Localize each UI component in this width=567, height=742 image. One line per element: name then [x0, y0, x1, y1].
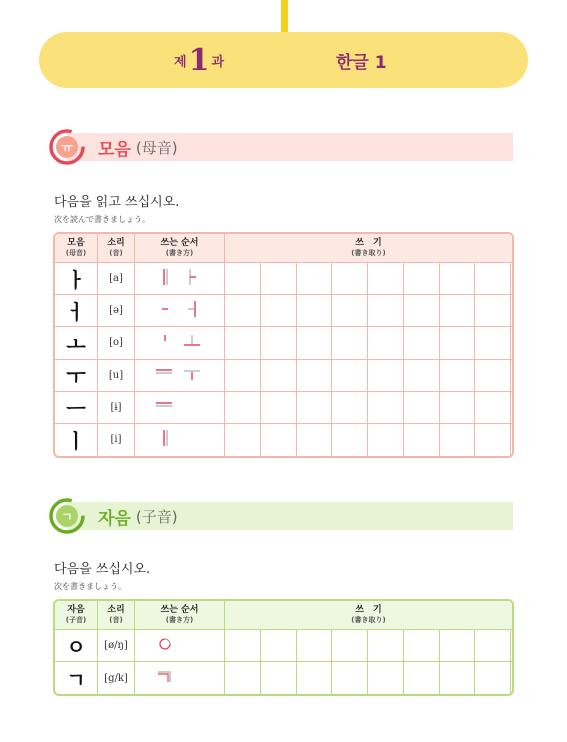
stroke-order-diagram: [135, 327, 225, 359]
consonant-hanja: (子音): [135, 507, 178, 526]
writing-cell[interactable]: [297, 630, 333, 662]
writing-cell[interactable]: [440, 327, 476, 359]
svg-text:ㅠ: ㅠ: [61, 141, 73, 155]
writing-cell[interactable]: [511, 327, 512, 359]
vowel-row: [55, 392, 512, 424]
writing-cell[interactable]: [261, 392, 297, 424]
consonant-instruction: [54, 558, 150, 592]
vowel-row: [55, 327, 512, 359]
sound-col-header: 소리 (音): [98, 601, 135, 630]
writing-cell[interactable]: [475, 424, 511, 456]
consonant-heading: 자음: [98, 508, 131, 529]
writing-cell[interactable]: [332, 295, 368, 327]
vowel-sound: [o]: [98, 327, 135, 359]
consonant-instruction-ko: 다음을 쓰십시오.: [54, 562, 151, 577]
writing-cell[interactable]: [475, 630, 511, 662]
vowel-instruction-ja: 次を読んで書きましょう。: [54, 215, 150, 224]
stroke-order-diagram: [135, 360, 225, 392]
writing-cell[interactable]: [511, 630, 512, 662]
writing-cell[interactable]: [404, 360, 440, 392]
consonant-sound: [g/k]: [98, 662, 135, 694]
vowel-glyph: ㅗ: [55, 327, 98, 359]
writing-cell[interactable]: [261, 662, 297, 694]
writing-cell[interactable]: [332, 662, 368, 694]
vowel-sound: [ɨ]: [98, 392, 135, 424]
writing-cell[interactable]: [440, 360, 476, 392]
writing-cell[interactable]: [225, 424, 261, 456]
writing-cell[interactable]: [225, 327, 261, 359]
vowel-sound: [u]: [98, 360, 135, 392]
writing-cell[interactable]: [225, 295, 261, 327]
consonant-section-icon: [47, 496, 87, 536]
stroke-order-diagram: [135, 392, 225, 424]
vowel-section-heading: [51, 130, 521, 162]
writing-cell[interactable]: [332, 424, 368, 456]
vowel-sound: [a]: [98, 263, 135, 295]
writing-cell[interactable]: [440, 295, 476, 327]
writing-cell[interactable]: [440, 424, 476, 456]
consonant-instruction-ja: 次を書きましょう。: [54, 582, 126, 591]
writing-cell[interactable]: [475, 327, 511, 359]
writing-cell[interactable]: [511, 392, 512, 424]
writing-cell[interactable]: [368, 263, 404, 295]
vowel-row: [55, 424, 512, 456]
consonant-section-heading: [51, 499, 521, 531]
writing-cell[interactable]: [475, 392, 511, 424]
vowel-glyph: ㅣ: [55, 424, 98, 456]
vowel-row: [55, 295, 512, 327]
writing-cell[interactable]: [297, 424, 333, 456]
vowel-instruction: [54, 191, 179, 225]
writing-cell[interactable]: [261, 263, 297, 295]
consonant-glyph: ㅇ: [55, 630, 98, 662]
writing-cell[interactable]: [440, 662, 476, 694]
writing-cell[interactable]: [297, 360, 333, 392]
writing-cell[interactable]: [511, 263, 512, 295]
consonant-table: [53, 599, 514, 696]
writing-cell[interactable]: [511, 360, 512, 392]
writing-cell[interactable]: [368, 392, 404, 424]
stroke-order-diagram: [135, 295, 225, 327]
writing-cell[interactable]: [332, 630, 368, 662]
writing-cell[interactable]: [225, 392, 261, 424]
lesson-title: 한글 1: [336, 52, 387, 73]
lesson-suffix: 과: [211, 54, 224, 70]
vowel-section-icon: [47, 127, 87, 167]
lesson-number: 1: [188, 42, 210, 78]
writing-cell[interactable]: [440, 392, 476, 424]
vowel-glyph: ㅜ: [55, 360, 98, 392]
writing-cell[interactable]: [368, 327, 404, 359]
writing-cell[interactable]: [225, 263, 261, 295]
writing-cell[interactable]: [225, 630, 261, 662]
stroke-order-col-header: 쓰는 순서 (書き方): [135, 601, 225, 630]
writing-cell[interactable]: [404, 263, 440, 295]
writing-cell[interactable]: [404, 327, 440, 359]
writing-cell[interactable]: [475, 662, 511, 694]
writing-cell[interactable]: [297, 327, 333, 359]
stroke-order-diagram: [135, 424, 225, 456]
writing-cell[interactable]: [297, 263, 333, 295]
writing-cell[interactable]: [475, 295, 511, 327]
writing-cell[interactable]: [404, 630, 440, 662]
writing-col-header: 쓰 기 (書き取り): [225, 234, 512, 263]
vowel-glyph: ㅏ: [55, 263, 98, 295]
writing-cell[interactable]: [297, 392, 333, 424]
writing-cell[interactable]: [368, 630, 404, 662]
writing-cell[interactable]: [261, 295, 297, 327]
writing-cell[interactable]: [297, 662, 333, 694]
writing-cell[interactable]: [261, 327, 297, 359]
vowel-sound: [i]: [98, 424, 135, 456]
writing-cell[interactable]: [261, 360, 297, 392]
svg-text:ㄱ: ㄱ: [61, 510, 73, 524]
stroke-order-diagram: [135, 263, 225, 295]
vowel-glyph: ㅓ: [55, 295, 98, 327]
writing-cell[interactable]: [404, 295, 440, 327]
lesson-prefix: 제: [174, 54, 187, 70]
writing-cell[interactable]: [511, 662, 512, 694]
writing-cell[interactable]: [440, 263, 476, 295]
lesson-banner: [39, 32, 528, 88]
writing-cell[interactable]: [404, 392, 440, 424]
writing-cell[interactable]: [332, 263, 368, 295]
writing-cell[interactable]: [368, 295, 404, 327]
vowel-row: [55, 263, 512, 295]
vowel-heading: 모음: [98, 139, 131, 160]
writing-cell[interactable]: [404, 662, 440, 694]
consonant-sound: [ø/ŋ]: [98, 630, 135, 662]
writing-cell[interactable]: [440, 630, 476, 662]
writing-cell[interactable]: [475, 360, 511, 392]
stroke-order-col-header: 쓰는 순서 (書き方): [135, 234, 225, 263]
vowel-sound: [ə]: [98, 295, 135, 327]
vowel-hanja: (母音): [135, 138, 178, 157]
writing-cell[interactable]: [368, 662, 404, 694]
writing-cell[interactable]: [475, 263, 511, 295]
writing-col-header: 쓰 기 (書き取り): [225, 601, 512, 630]
writing-cell[interactable]: [261, 424, 297, 456]
writing-cell[interactable]: [332, 360, 368, 392]
consonant-table-header: [55, 601, 512, 630]
writing-cell[interactable]: [261, 630, 297, 662]
writing-cell[interactable]: [225, 662, 261, 694]
writing-cell[interactable]: [404, 424, 440, 456]
vowel-row: [55, 360, 512, 392]
writing-cell[interactable]: [511, 424, 512, 456]
writing-cell[interactable]: [332, 392, 368, 424]
writing-cell[interactable]: [297, 295, 333, 327]
sound-col-header: 소리 (音): [98, 234, 135, 263]
stroke-order-diagram: [135, 630, 225, 662]
writing-cell[interactable]: [225, 360, 261, 392]
consonant-glyph: ㄱ: [55, 662, 98, 694]
vowel-instruction-ko: 다음을 읽고 쓰십시오.: [54, 195, 180, 210]
writing-cell[interactable]: [368, 424, 404, 456]
vowel-glyph: ㅡ: [55, 392, 98, 424]
stroke-order-diagram: [135, 662, 225, 694]
writing-cell[interactable]: [332, 327, 368, 359]
writing-cell[interactable]: [511, 295, 512, 327]
vowel-col-header: 모음 (母音): [55, 234, 98, 263]
writing-cell[interactable]: [368, 360, 404, 392]
consonant-col-header: 자음 (子音): [55, 601, 98, 630]
vowel-table-header: [55, 234, 512, 263]
lesson-number-label: [174, 32, 224, 88]
consonant-row: [55, 630, 512, 662]
vowel-table: [53, 232, 514, 458]
consonant-row: [55, 662, 512, 694]
